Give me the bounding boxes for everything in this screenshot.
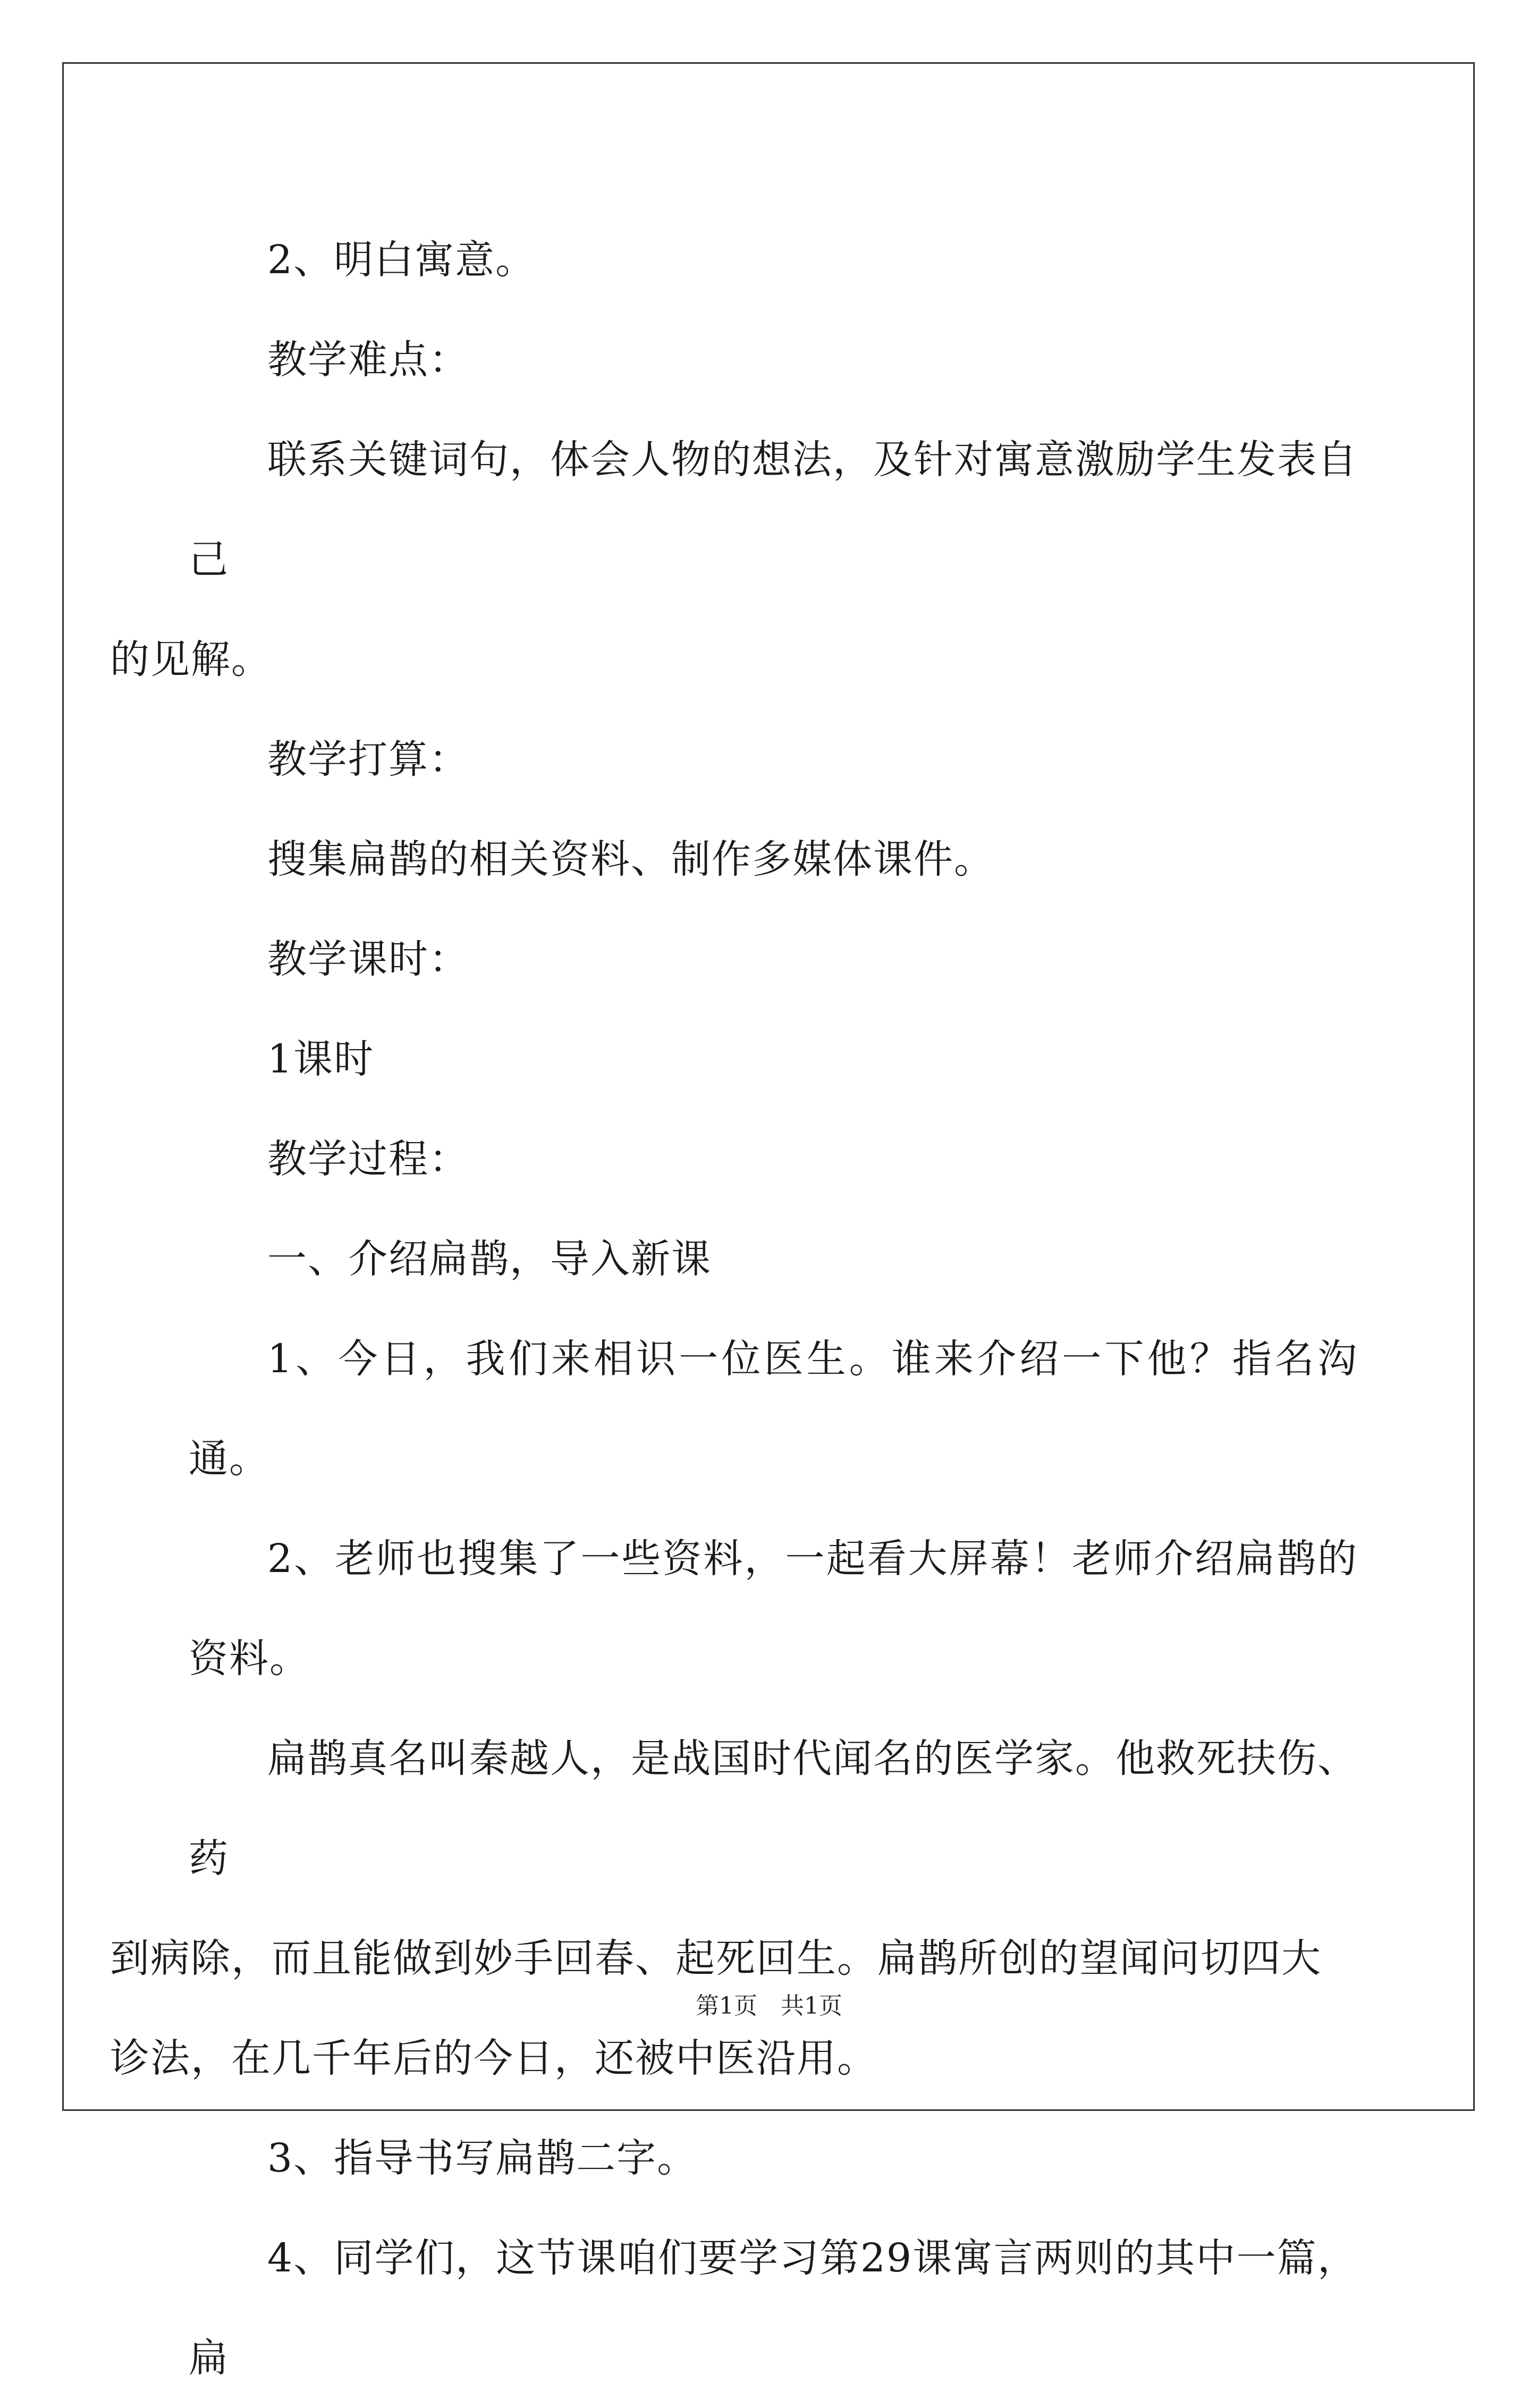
paragraph: 2、明白寓意。 — [267, 237, 536, 283]
paragraph: 1、今日，我们来相识一位医生。谁来介绍一下他？指名沟通。 — [189, 1336, 1358, 1482]
paragraph: 教学课时： — [267, 936, 469, 982]
paragraph: 搜集扁鹊的相关资料、制作多媒体课件。 — [267, 837, 994, 882]
paragraph: 1课时 — [267, 1036, 375, 1082]
paragraph-continuation: 诊法，在几千年后的今日，还被中医沿用。 — [110, 2035, 877, 2081]
paragraph-continuation: 的见解。 — [110, 637, 272, 682]
paragraph: 3、指导书写扁鹊二字。 — [267, 2135, 698, 2181]
paragraph: 教学打算： — [267, 737, 469, 782]
paragraph: 2、老师也搜集了一些资料，一起看大屏幕！老师介绍扁鹊的资料。 — [189, 1536, 1358, 1682]
paragraph: 扁鹊真名叫秦越人，是战国时代闻名的医学家。他救死扶伤、药 — [189, 1736, 1358, 1881]
paragraph: 4、同学们，这节课咱们要学习第29课寓言两则的其中一篇，扁 — [189, 2235, 1358, 2381]
paragraph: 联系关键词句，体会人物的想法，及针对寓意激励学生发表自己 — [189, 437, 1358, 582]
paragraph: 教学过程： — [267, 1136, 469, 1182]
paragraph: 一、介绍扁鹊，导入新课 — [267, 1236, 712, 1282]
page-number-footer: 第1页 共1页 — [696, 1992, 842, 2020]
paragraph: 教学难点： — [267, 337, 469, 383]
document-body — [110, 210, 1358, 2408]
paragraph-continuation: 到病除，而且能做到妙手回春、起死回生。扁鹊所创的望闻问切四大 — [110, 1936, 1322, 1981]
